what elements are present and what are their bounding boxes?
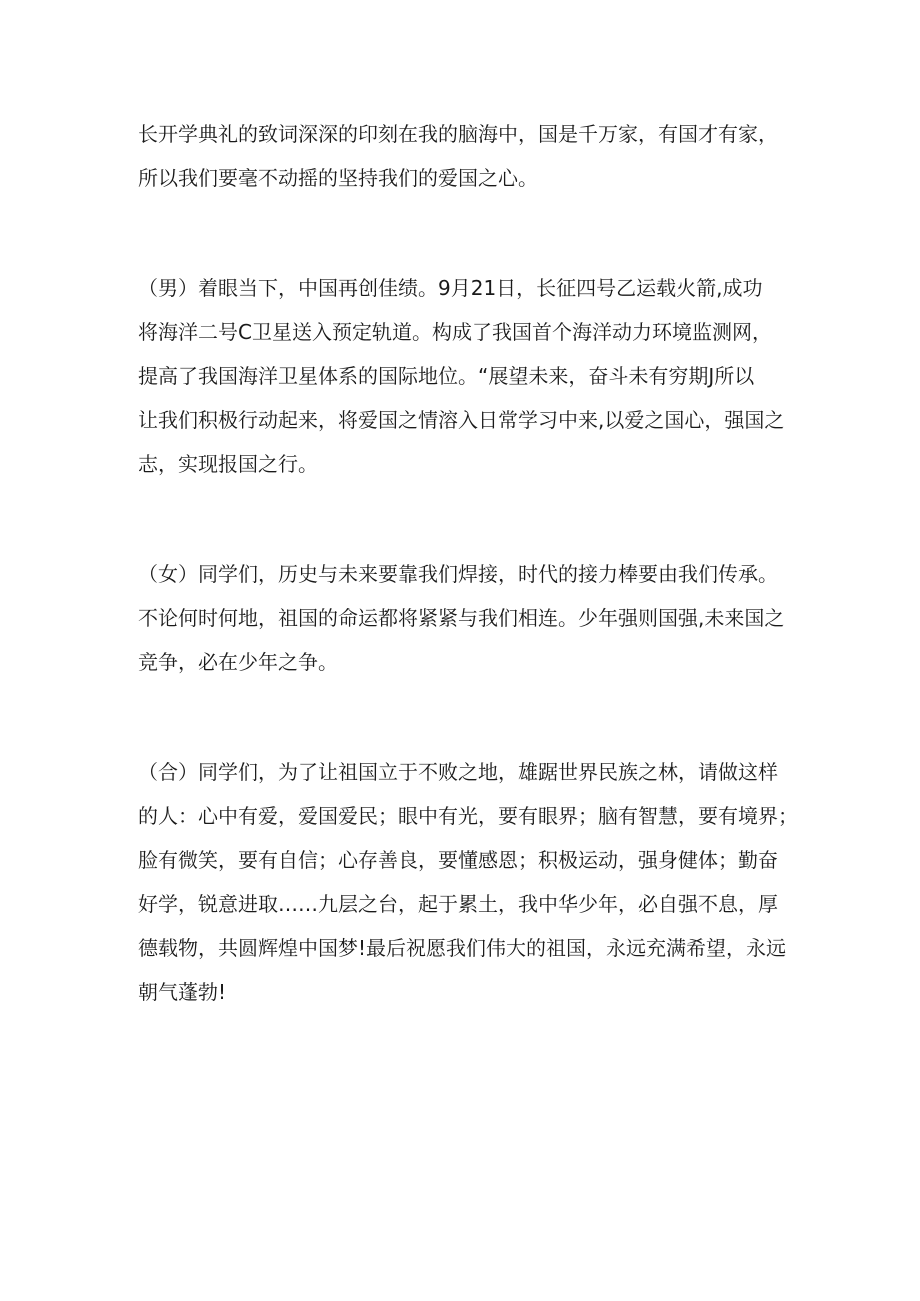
paragraph-3 (138, 552, 798, 684)
text-line: 竞争，必在少年之争。 (138, 650, 338, 674)
text-line: 将海洋二号C卫星送入预定轨道。构成了我国首个海洋动力环境监测网， (138, 320, 772, 344)
text-line: 脸有微笑，要有自信；心存善良，要懂感恩；积极运动，强身健体；勤奋 (138, 848, 778, 872)
text-line: 长开学典礼的致词深深的印刻在我的脑海中，国是千万家，有国才有家， (138, 122, 778, 146)
text-line: （合）同学们，为了让祖国立于不败之地，雄踞世界民族之林，请做这样 (138, 760, 778, 784)
paragraph-1 (138, 112, 798, 200)
text-line: 好学，锐意进取……九层之台，起于累土，我中华少年，必自强不息，厚 (138, 892, 778, 916)
text-line: 德载物，共圆辉煌中国梦!最后祝愿我们伟大的祖国，永远充满希望，永远 (138, 936, 787, 960)
text-line: 所以我们要毫不动摇的坚持我们的爱国之心。 (138, 166, 538, 190)
document-page (138, 112, 798, 1080)
text-line: （男）着眼当下，中国再创佳绩。9月21日，长征四号乙运载火箭,成功 (138, 276, 763, 300)
paragraph-4 (138, 750, 798, 1014)
text-line: 的人：心中有爱，爱国爱民；眼中有光，要有眼界；脑有智慧，要有境界； (138, 804, 798, 828)
text-line: 不论何时何地，祖国的命运都将紧紧与我们相连。少年强则国强,未来国之 (138, 606, 785, 630)
text-line: 让我们积极行动起来，将爱国之情溶入日常学习中来,以爱之国心，强国之 (138, 408, 785, 432)
paragraph-2 (138, 266, 798, 486)
text-line: 朝气蓬勃! (138, 980, 227, 1004)
text-line: （女）同学们，历史与未来要靠我们焊接，时代的接力棒要由我们传承。 (138, 562, 778, 586)
text-line: 志，实现报国之行。 (138, 452, 318, 476)
text-line: 提高了我国海洋卫星体系的国际地位。“展望未来，奋斗未有穷期J所以 (138, 364, 755, 388)
